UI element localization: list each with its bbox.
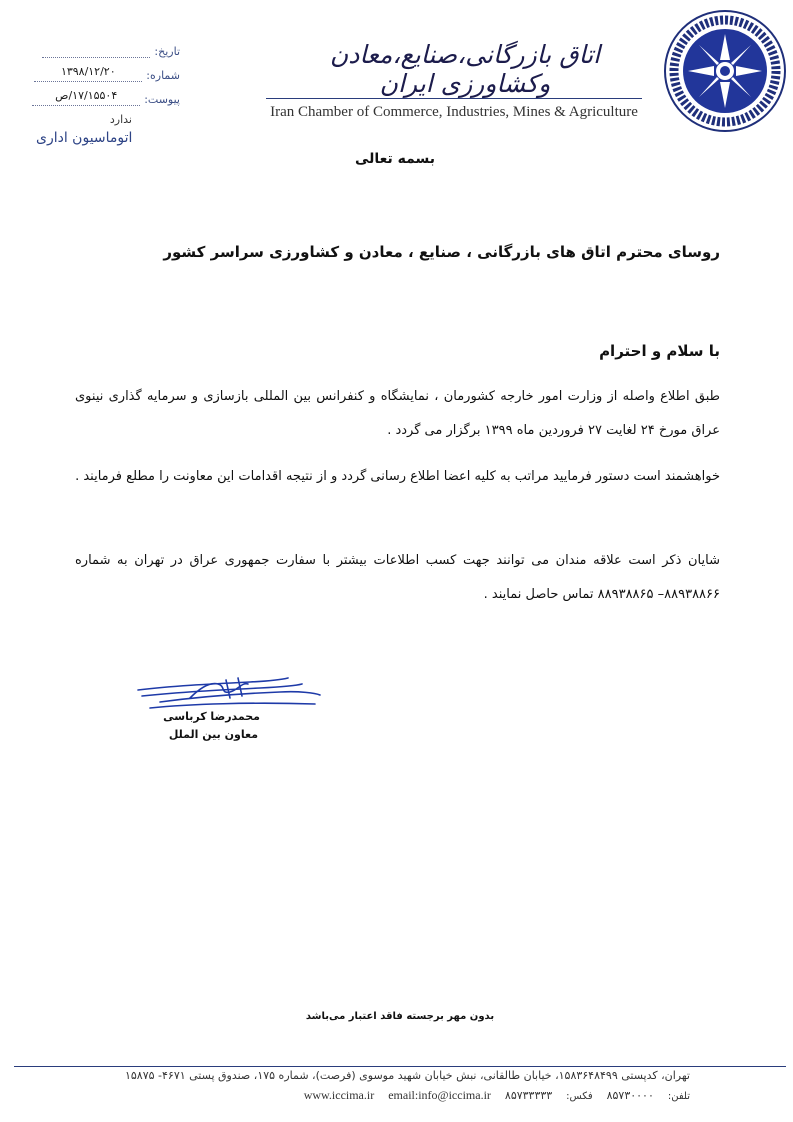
- attachment-value: ۱۷/۱۵۵۰۴/ص: [32, 89, 140, 106]
- letter-meta-block: [20, 34, 180, 130]
- body-paragraph: طبق اطلاع واصله از وزارت امور خارجه کشورمان ، نمایشگاه و کنفرانس بین المللی بازسازی و سرمایه گذاری نینوی عراق مورخ ۲۴ لغایت ۲۷ فروردین ماه ۱۳۹۹ برگزار می گردد .: [75, 389, 720, 438]
- date-row: [20, 34, 180, 58]
- date-label: تاریخ:: [154, 45, 180, 58]
- number-label: شماره:: [146, 69, 180, 82]
- website-link[interactable]: www.iccima.ir: [303, 1088, 375, 1102]
- brand-name-persian: اتاق بازرگانی،صنایع،معادن وکشاورزی ایران: [329, 40, 601, 98]
- fax-label: فکس:: [566, 1091, 593, 1102]
- signer-title: معاون بین الملل: [168, 728, 258, 741]
- chamber-seal-logo-icon: [662, 8, 788, 134]
- greeting: با سلام و احترام: [599, 342, 720, 360]
- fax-number: ۸۵۷۳۳۳۳۳: [504, 1089, 553, 1102]
- brand-name-english: Iran Chamber of Commerce, Industries, Mines & Agriculture: [270, 104, 638, 120]
- number-value: ۱۳۹۸/۱۲/۲۰: [34, 65, 142, 82]
- office-automation-label: اتوماسیون اداری: [36, 130, 133, 146]
- salutation: بسمه تعالی: [354, 151, 436, 167]
- number-row: [20, 58, 180, 82]
- footer-divider: [14, 1066, 786, 1067]
- body-paragraph: شایان ذکر است علاقه مندان می توانند جهت کسب اطلاعات بیشتر با سفارت جمهوری عراق در تهران به شماره ۸۸۹۳۸۸۶۶– ۸۸۹۳۸۸۶۵ تماس حاصل نمایند .: [75, 553, 720, 602]
- footer-contact-row: [150, 1088, 690, 1103]
- date-value: [42, 41, 150, 58]
- body-paragraph: خواهشمند است دستور فرمایید مراتب به کلیه اعضا اطلاع رسانی گردد و از نتیجه اقدامات این معاونت را مطلع فرمایند .: [75, 469, 720, 484]
- signer-name: محمدرضا کرباسی: [163, 710, 260, 723]
- email-link[interactable]: email:info@iccima.ir: [388, 1088, 491, 1102]
- seal-validity-note: بدون مهر برجسته فاقد اعتبار می‌باشد: [305, 1011, 495, 1022]
- recipient-line: روسای محترم اتاق های بازرگانی ، صنایع ، معادن و کشاورزی سراسر کشور: [163, 243, 720, 261]
- attachment-row: [20, 82, 180, 106]
- attachment-label: پیوست:: [144, 93, 180, 106]
- attachment-note: ندارد: [109, 113, 132, 126]
- phone-number: ۸۵۷۳۰۰۰۰: [606, 1089, 654, 1102]
- letterhead-divider: [266, 98, 642, 99]
- phone-label: تلفن:: [667, 1091, 690, 1102]
- footer-address: تهران، کدپستی ۱۵۸۳۶۴۸۴۹۹، خیابان طالقانی، نبش خیابان شهید موسوی (فرصت)، شماره ۱۷۵، صندوق پستی ۴۶۷۱- ۱۵۸۷۵: [124, 1069, 690, 1082]
